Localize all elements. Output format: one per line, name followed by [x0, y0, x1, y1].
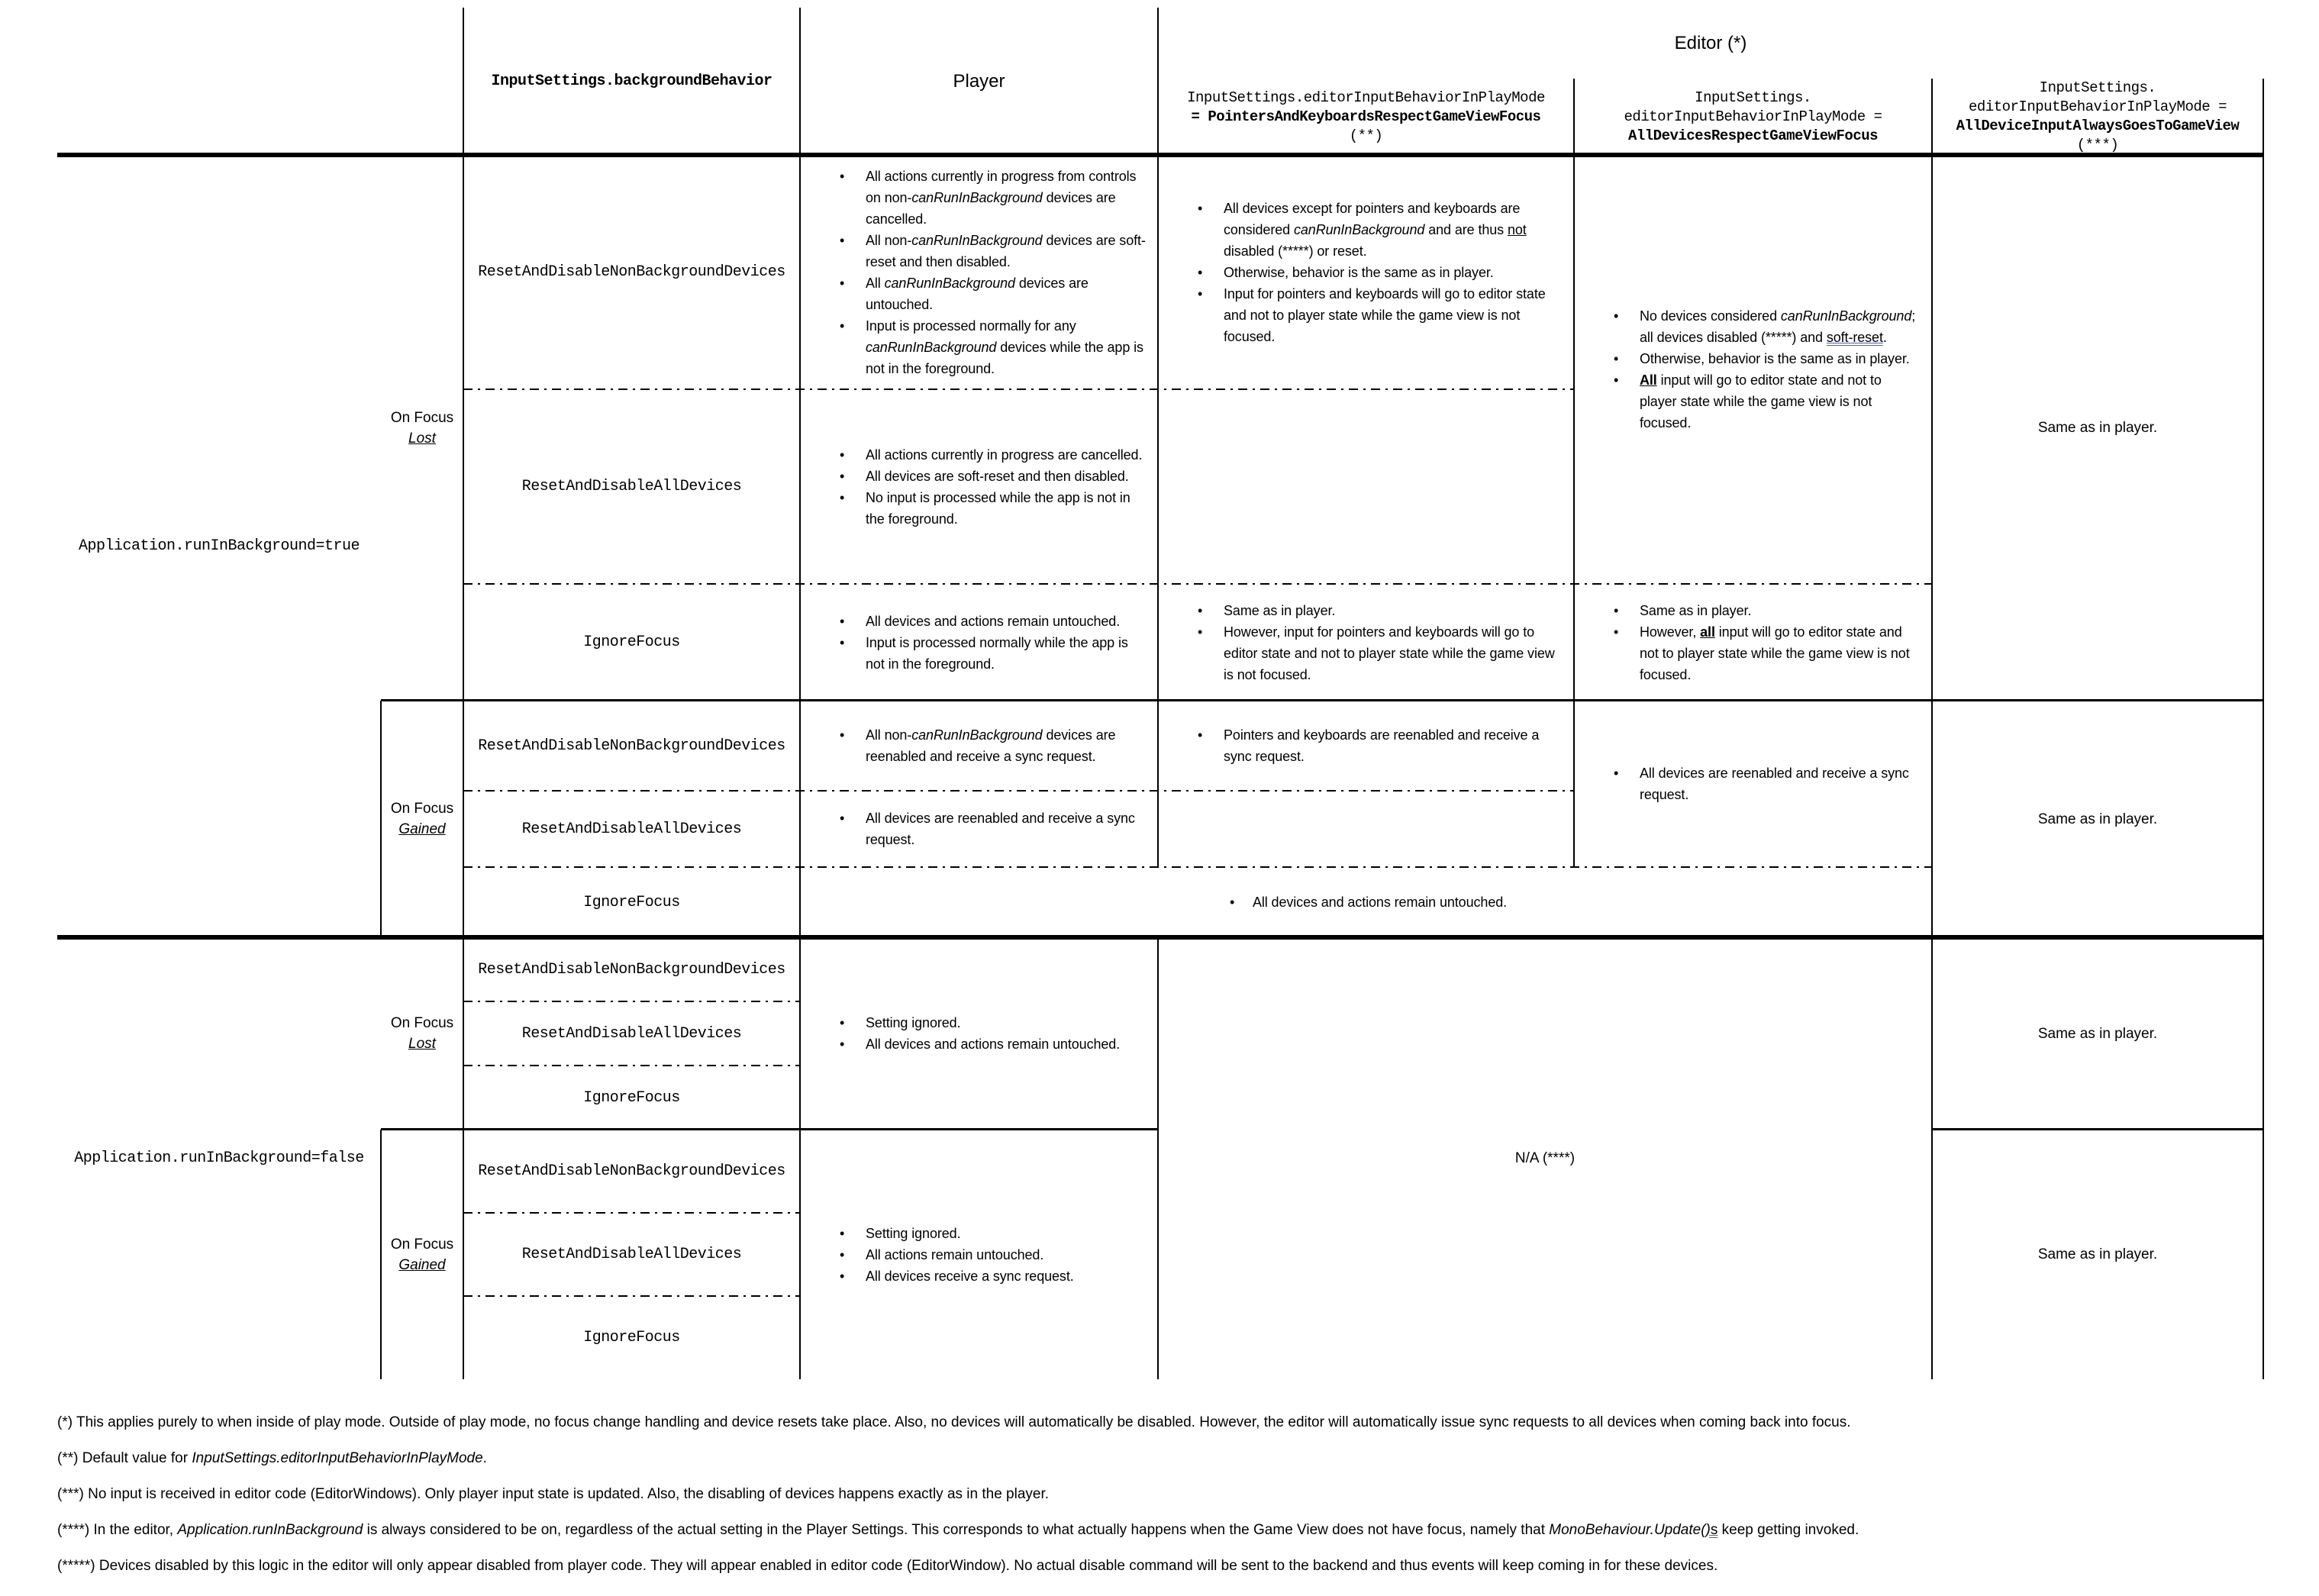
section-label-run-in-background-false: Application.runInBackground=false [74, 1149, 364, 1167]
text-segment: and are thus [1424, 221, 1508, 237]
header-editor-all-input-gameview [1932, 79, 2263, 155]
list-item [866, 230, 1147, 272]
text-segment: All devices except for pointers and keyboards are considered [1224, 200, 1521, 237]
text-line [408, 428, 436, 449]
text-segment: . [482, 1450, 487, 1466]
text-segment: devices are reenabled and receive a sync request. [866, 727, 1116, 764]
text-segment: devices are cancelled. [866, 189, 1116, 227]
bullet-list [1225, 892, 1507, 913]
text-segment: canRunInBackground [1293, 221, 1425, 237]
text-segment: AllDevicesRespectGameViewFocus [1627, 127, 1879, 144]
row-group-on-focus-lost [381, 937, 463, 1130]
cell-editor-pk-gained-reset-non-bg [1158, 701, 1574, 791]
text-line [57, 1412, 1859, 1433]
text-segment: AllDeviceInputAlwaysGoesToGameView [1956, 118, 2240, 134]
text-segment: (*****) Devices disabled by this logic in the editor will only appear disabled from player code. They will appear enabled in editor code (EditorWindow). No actual disable command will be sent to the backend and thus events will keep coming in for these devices. [57, 1558, 1718, 1574]
bullet-list [800, 808, 1158, 850]
header-player-column: Player [953, 70, 1005, 92]
text-line: On Focus [390, 801, 454, 817]
text-segment: (*) This applies purely to when inside of play mode. Outside of play mode, no focus change handling and device resets take place. Also, no devices will automatically be disabled. However, the editor will automatically issue sync requests to all devices when coming back into focus. [57, 1414, 1851, 1430]
bullet-list [800, 1223, 1085, 1287]
list-item: • Input is processed normally while the app is not in the foreground. [866, 632, 1147, 675]
list-item: • Same as in player. [1224, 600, 1563, 621]
cell-player-lost-reset-non-bg [800, 155, 1158, 389]
list-item: • Setting ignored. [866, 1223, 1074, 1244]
cell-player-lost-reset-all [800, 389, 1158, 584]
text-segment: canRunInBackground [1780, 308, 1912, 324]
text-segment: All non- [866, 232, 912, 248]
text-line: On Focus [390, 1015, 454, 1031]
text-segment: input will go to editor state and not to player state while the game view is not focused. [1640, 624, 1910, 682]
behavior-reset-non-background: ResetAndDisableNonBackgroundDevices [478, 1162, 785, 1180]
text-segment: disabled (*****) or reset. [1224, 243, 1367, 259]
text-line: InputSettings.editorInputBehaviorInPlayMode [1187, 89, 1545, 106]
cell-editor-na-merged: N/A (****) [1514, 1150, 1576, 1166]
list-item [866, 272, 1147, 315]
behavior-reset-all: ResetAndDisableAllDevices [521, 478, 742, 495]
text-line [1192, 108, 1541, 127]
list-item [866, 724, 1147, 767]
behavior-reset-all: ResetAndDisableAllDevices [521, 1024, 742, 1043]
behavior-ignore-focus: IgnoreFocus [583, 634, 680, 651]
text-segment: Gained [398, 1256, 446, 1273]
bullet-list [1574, 763, 1932, 805]
bullet-list [800, 166, 1158, 379]
list-item: • All devices are soft-reset and then disabled. [866, 466, 1147, 487]
text-line: editorInputBehaviorInPlayMode = [1969, 98, 2227, 115]
bullet-list [1158, 198, 1574, 347]
list-item: • Setting ignored. [866, 1012, 1120, 1033]
text-segment: canRunInBackground [866, 339, 997, 355]
text-line: (***) [2076, 137, 2119, 153]
header-editor-all-devices-respect [1574, 79, 1932, 155]
text-segment: No devices considered [1640, 308, 1781, 324]
text-line [408, 1033, 436, 1054]
cell-player-gained-reset-all [800, 791, 1158, 867]
bullet-list [800, 724, 1158, 767]
text-segment: devices while the app is not in the foreground. [866, 339, 1143, 376]
text-segment: However, [1640, 624, 1701, 640]
bullet-list [800, 611, 1158, 675]
cell-editor-alldev-gained-merged [1574, 701, 1932, 867]
text-segment: s [1710, 1522, 1718, 1538]
list-item: • However, input for pointers and keyboards will go to editor state and not to player state while the game view is not focused. [1224, 621, 1563, 685]
header-background-behavior: InputSettings.backgroundBehavior [491, 73, 772, 90]
footnotes [57, 1412, 1859, 1591]
text-segment: canRunInBackground [911, 232, 1043, 248]
text-line [57, 1484, 1859, 1505]
cell-editor-pk-lost-ignore [1158, 584, 1574, 701]
bullet-list [800, 444, 1158, 530]
text-segment: ; all devices disabled (*****) and [1640, 308, 1916, 345]
list-item: • Input for pointers and keyboards will go to editor state and not to player state while the game view is not focused. [1224, 283, 1563, 347]
text-segment: Application.runInBackground [177, 1522, 363, 1538]
list-item: • Otherwise, behavior is the same as in player. [1640, 348, 1921, 369]
text-line: On Focus [390, 1236, 454, 1253]
text-line [398, 1255, 445, 1275]
text-segment: canRunInBackground [911, 727, 1043, 743]
list-item [1224, 198, 1563, 262]
list-item [1640, 305, 1921, 348]
text-segment: soft-reset [1826, 330, 1883, 345]
list-item: • All devices are reenabled and receive a sync request. [866, 808, 1147, 850]
behavior-ignore-focus: IgnoreFocus [583, 893, 680, 911]
list-item: • All devices and actions remain untouched. [866, 611, 1147, 632]
text-segment: Lost [408, 1036, 436, 1052]
behavior-reset-all: ResetAndDisableAllDevices [521, 1246, 742, 1263]
cell-player-false-lost-merged [800, 937, 1158, 1130]
text-line [57, 1556, 1859, 1577]
text-segment: input will go to editor state and not to player state while the game view is not focused. [1640, 372, 1882, 430]
bullet-list [1158, 600, 1574, 685]
text-segment: devices are soft-reset and then disabled. [866, 232, 1146, 269]
bullet-list [800, 1012, 1131, 1055]
text-line [57, 1520, 1859, 1541]
text-line [57, 1448, 1859, 1469]
section-label-run-in-background-true: Application.runInBackground=true [78, 537, 360, 555]
list-item: • No input is processed while the app is not in the foreground. [866, 487, 1147, 530]
text-line [1956, 117, 2240, 136]
text-segment: InputSettings.editorInputBehaviorInPlayMode [192, 1450, 483, 1466]
text-line: On Focus [390, 409, 454, 426]
text-segment: All actions currently in progress from controls on non- [866, 168, 1137, 205]
behavior-reset-non-background: ResetAndDisableNonBackgroundDevices [478, 263, 785, 281]
list-item: • Pointers and keyboards are reenabled and receive a sync request. [1224, 724, 1563, 767]
cell-editor-alldev-lost-ignore [1574, 584, 1932, 701]
text-segment: all [1700, 624, 1715, 640]
text-line [398, 819, 445, 840]
row-group-on-focus-gained [381, 1130, 463, 1379]
bullet-list [1574, 305, 1932, 434]
text-segment: All [1640, 372, 1657, 388]
text-segment: devices are untouched. [866, 275, 1089, 312]
text-segment: All non- [866, 727, 912, 743]
text-segment: () [1701, 1522, 1711, 1538]
list-item [1640, 621, 1921, 685]
cell-player-gained-reset-non-bg [800, 701, 1158, 791]
behavior-ignore-focus: IgnoreFocus [583, 1088, 680, 1107]
list-item: • All devices and actions remain untouched. [1253, 892, 1507, 913]
text-segment: (****) In the editor, [57, 1522, 178, 1538]
text-segment: keep getting invoked. [1717, 1522, 1859, 1538]
list-item: • All actions remain untouched. [866, 1244, 1074, 1266]
text-segment: canRunInBackground [911, 189, 1043, 205]
cell-gained-ignore-merged [800, 867, 1932, 937]
list-item [1640, 369, 1921, 434]
list-item [866, 315, 1147, 379]
text-line: editorInputBehaviorInPlayMode = [1624, 108, 1882, 125]
behavior-reset-non-background: ResetAndDisableNonBackgroundDevices [478, 960, 785, 979]
behavior-reset-all: ResetAndDisableAllDevices [521, 820, 742, 838]
behavior-reset-non-background: ResetAndDisableNonBackgroundDevices [478, 737, 785, 755]
text-line: InputSettings. [2039, 79, 2156, 96]
text-segment: Lost [408, 430, 436, 447]
text-segment: Gained [398, 821, 446, 837]
bullet-list [1158, 724, 1574, 767]
text-segment: not [1507, 221, 1527, 237]
text-segment: All [866, 275, 885, 291]
text-segment: (***) No input is received in editor code (EditorWindows). Only player input state is updated. Also, the disabling of devices happens exactly as in the player. [57, 1486, 1050, 1502]
header-editor-pointers-keyboards [1158, 79, 1574, 155]
row-group-on-focus-lost [381, 155, 463, 701]
list-item [866, 166, 1147, 230]
text-segment: canRunInBackground [884, 275, 1015, 291]
cell-editor-gameview-lost-same: Same as in player. [2037, 420, 2158, 436]
cell-editor-gameview-gained-same: Same as in player. [2037, 811, 2158, 827]
list-item: • All devices are reenabled and receive a sync request. [1640, 763, 1921, 805]
text-segment: is always considered to be on, regardless of the actual setting in the Player Settings. This corresponds to what actually happens when the Game View does not have focus, namely that [363, 1522, 1550, 1538]
cell-editor-pk-lost-reset-non-bg [1158, 155, 1574, 389]
cell-editor-gameview-false-gained-same: Same as in player. [2037, 1246, 2158, 1262]
list-item: • Same as in player. [1640, 600, 1921, 621]
text-line: (**) [1349, 127, 1383, 144]
list-item: • Otherwise, behavior is the same as in player. [1224, 262, 1563, 283]
text-segment: (**) Default value for [57, 1450, 192, 1466]
text-line: InputSettings. [1695, 89, 1811, 106]
row-group-on-focus-gained [381, 701, 463, 937]
behavior-ignore-focus: IgnoreFocus [583, 1329, 680, 1346]
text-segment: . [1882, 330, 1887, 345]
cell-editor-alldev-lost-merged [1574, 155, 1932, 584]
text-segment: Input is processed normally for any [866, 318, 1076, 334]
text-segment: = PointersAndKeyboardsRespectGameViewFocus [1191, 108, 1541, 125]
cell-editor-gameview-false-lost-same: Same as in player. [2037, 1025, 2158, 1042]
list-item: • All devices and actions remain untouched. [866, 1033, 1120, 1055]
list-item: • All devices receive a sync request. [866, 1266, 1074, 1287]
cell-player-lost-ignore [800, 584, 1158, 701]
bullet-list [1574, 600, 1932, 685]
header-editor-group: Editor (*) [1674, 32, 1747, 53]
text-segment: MonoBehaviour.Update [1549, 1522, 1701, 1538]
text-line [1628, 127, 1878, 146]
list-item: • All actions currently in progress are cancelled. [866, 444, 1147, 466]
cell-player-false-gained-merged [800, 1130, 1158, 1379]
